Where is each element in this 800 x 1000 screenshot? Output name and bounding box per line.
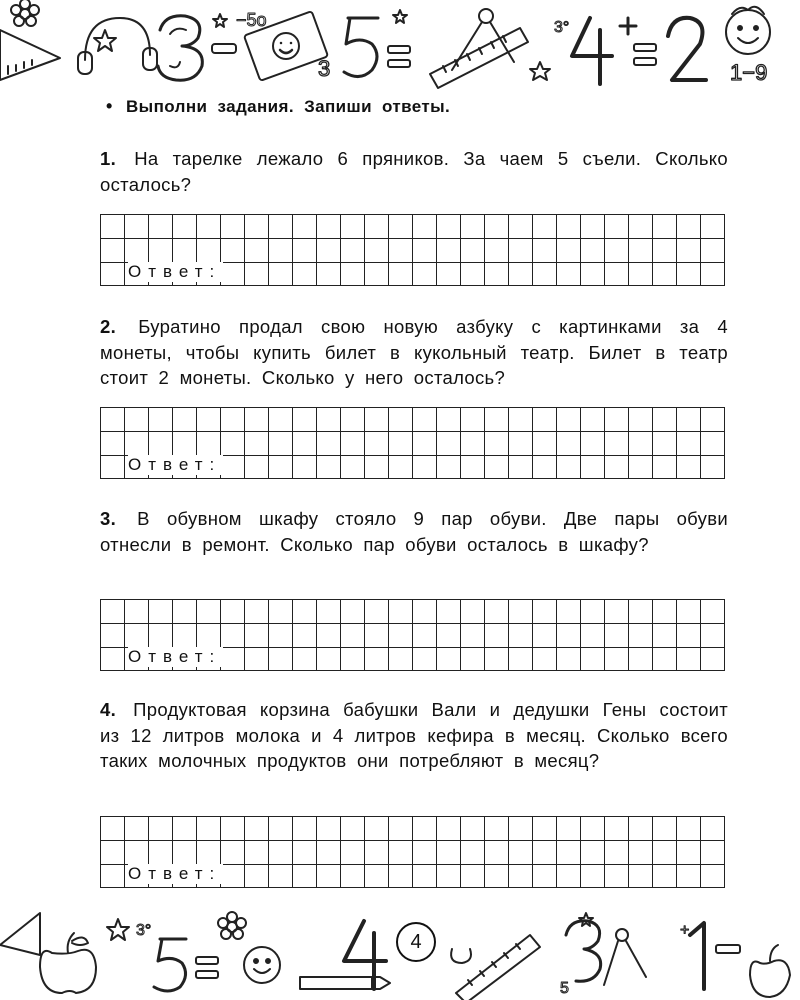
answer-label: Ответ: bbox=[128, 647, 222, 666]
task-4 bbox=[100, 697, 728, 774]
svg-text:+: + bbox=[680, 922, 690, 939]
svg-text:1−9: 1−9 bbox=[730, 60, 768, 85]
compass-icon bbox=[604, 929, 646, 985]
task-text: На тарелке лежало 6 пряников. За чаем 5 съели. Сколько осталось? bbox=[100, 148, 728, 195]
svg-text:3: 3 bbox=[318, 56, 331, 81]
answer-grid-1[interactable] bbox=[100, 214, 725, 286]
ruler-icon bbox=[456, 935, 540, 1000]
svg-text:3°: 3° bbox=[554, 19, 570, 36]
answer-label: Ответ: bbox=[128, 262, 222, 281]
flower-icon bbox=[11, 0, 39, 26]
flower-icon bbox=[218, 912, 246, 939]
task-text: Продуктовая корзина бабушки Вали и дедушки Гены состоит из 12 литров молока и 4 литров кефира в месяц. Сколько всего таких молочных продуктов они потребляют в месяц? bbox=[100, 699, 728, 771]
answer-label: Ответ: bbox=[128, 455, 222, 474]
answer-grid-3[interactable] bbox=[100, 599, 725, 671]
svg-text:5: 5 bbox=[560, 980, 569, 997]
answer-label: Ответ: bbox=[128, 864, 222, 883]
task-number: 1. bbox=[100, 148, 117, 169]
border-top-art bbox=[0, 0, 800, 92]
task-text: Буратино продал свою новую азбуку с картинками за 4 монеты, чтобы купить билет в кукольный театр. Билет в театр стоит 2 монеты. Сколько у него осталось? bbox=[100, 316, 728, 388]
instruction-heading bbox=[106, 96, 451, 117]
smiley-face-icon bbox=[726, 7, 770, 54]
svg-text:−5o: −5o bbox=[236, 10, 267, 30]
task-1 bbox=[100, 146, 728, 197]
decorative-border-top bbox=[0, 0, 800, 92]
task-number: 4. bbox=[100, 699, 117, 720]
bullet: • bbox=[106, 96, 113, 116]
star-icon bbox=[107, 919, 129, 940]
answer-grid-4[interactable] bbox=[100, 816, 725, 888]
headphones-icon bbox=[78, 18, 157, 74]
page-number: 4 bbox=[396, 922, 436, 962]
task-2 bbox=[100, 314, 728, 391]
answer-grid-2[interactable] bbox=[100, 407, 725, 479]
instruction-text: Выполни задания. Запиши ответы. bbox=[126, 97, 451, 116]
task-number: 3. bbox=[100, 508, 117, 529]
task-text: В обувном шкафу стояло 9 пар обуви. Две пары обуви отнесли в ремонт. Сколько пар обуви осталось в шкафу? bbox=[100, 508, 728, 555]
smiley-face-icon bbox=[244, 947, 280, 983]
ruler-icon bbox=[430, 28, 528, 88]
star-icon bbox=[94, 30, 116, 51]
pencil-icon bbox=[300, 977, 390, 989]
task-3 bbox=[100, 506, 728, 557]
apple-icon bbox=[40, 933, 96, 993]
task-number: 2. bbox=[100, 316, 117, 337]
svg-text:3°: 3° bbox=[136, 922, 152, 939]
